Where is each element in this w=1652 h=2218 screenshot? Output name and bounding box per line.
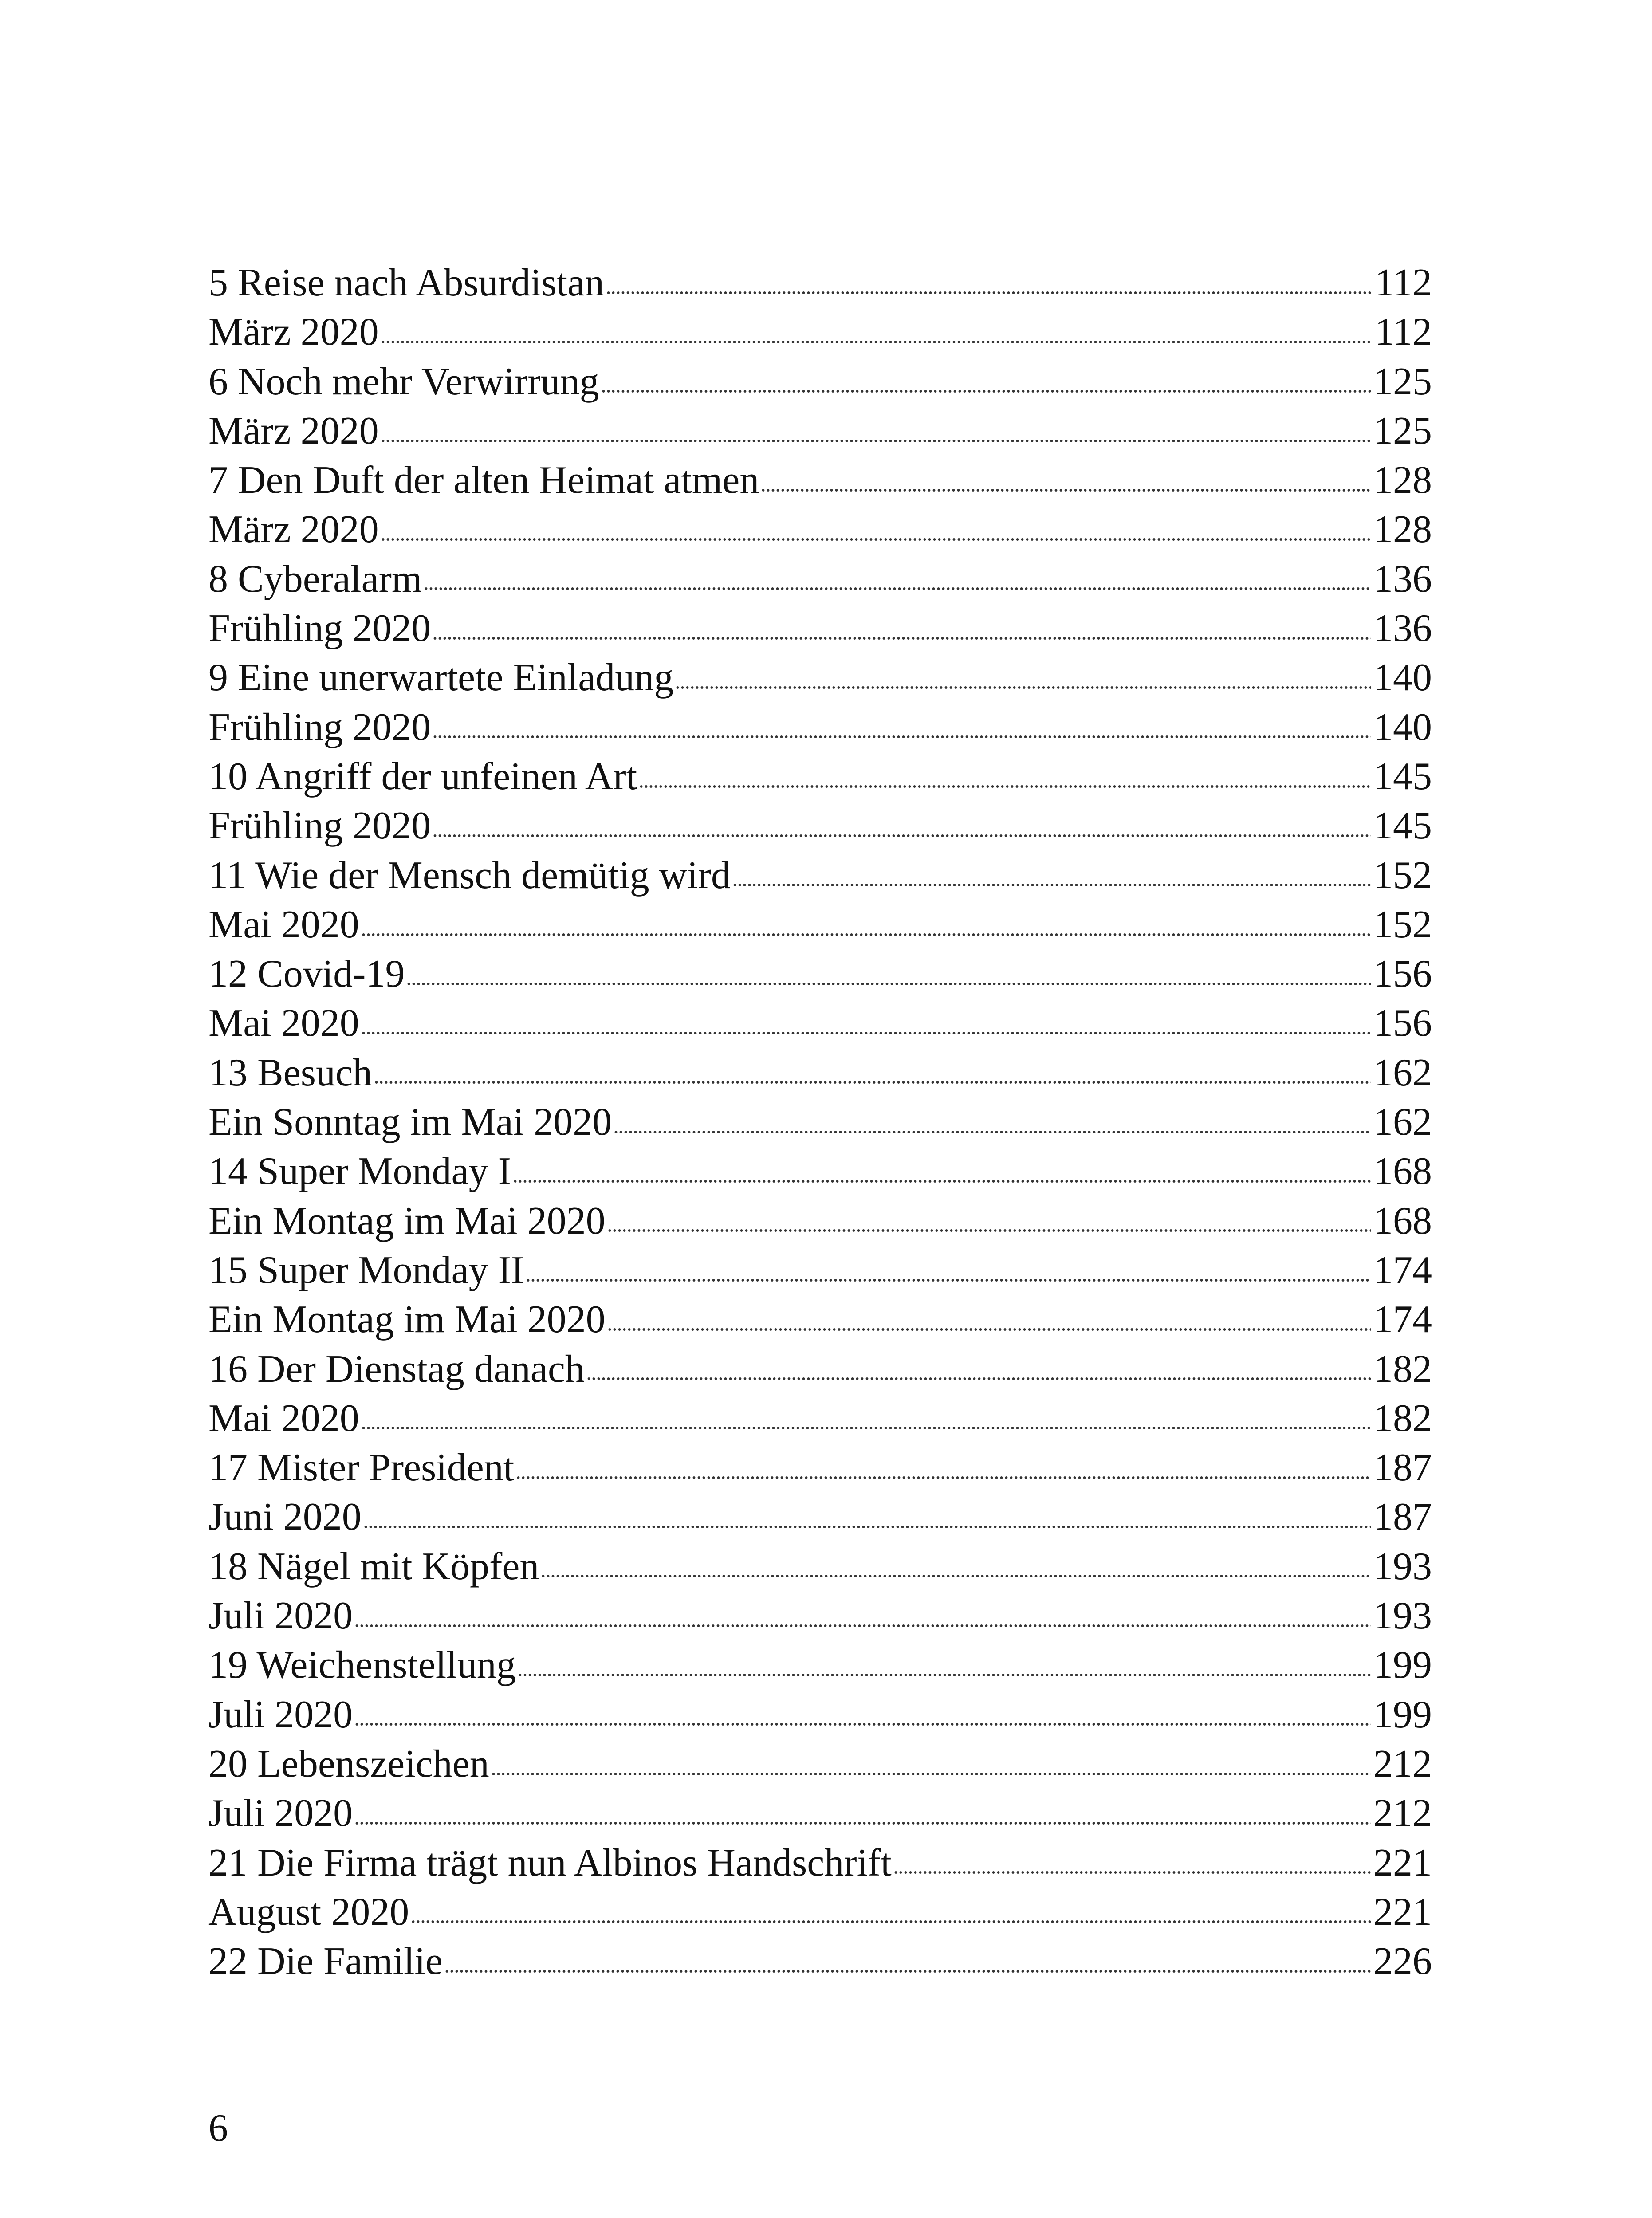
- toc-entry: [208, 554, 1432, 604]
- toc-entry: [208, 1492, 1432, 1542]
- toc-entry: [208, 801, 1432, 850]
- toc-entry: [208, 604, 1432, 653]
- toc-entry-page: 112: [1375, 311, 1432, 354]
- toc-entry: [208, 1345, 1432, 1394]
- toc-entry-page: 226: [1373, 1940, 1432, 1983]
- toc-entry-title: Ein Montag im Mai 2020: [208, 1199, 606, 1243]
- toc-entry: [208, 258, 1432, 307]
- toc-entry-page: 212: [1373, 1742, 1432, 1785]
- toc-entry-title: Ein Sonntag im Mai 2020: [208, 1101, 612, 1144]
- toc-entry-page: 221: [1373, 1890, 1432, 1934]
- toc-entry-page: 174: [1373, 1298, 1432, 1341]
- toc-entry: [208, 999, 1432, 1048]
- toc-entry: [208, 1888, 1432, 1937]
- dot-leader: [444, 1969, 1371, 1974]
- toc-entry-page: 152: [1373, 903, 1432, 946]
- toc-entry-page: 199: [1373, 1693, 1432, 1736]
- toc-entry-title: Juli 2020: [208, 1594, 353, 1638]
- toc-entry-page: 199: [1373, 1644, 1432, 1687]
- dot-leader: [361, 932, 1371, 937]
- toc-entry-title: 12 Covid-19: [208, 952, 405, 996]
- dot-leader: [406, 982, 1371, 986]
- toc-entry: [208, 703, 1432, 752]
- dot-leader: [893, 1870, 1371, 1875]
- toc-entry-title: 10 Angriff der unfeinen Art: [208, 755, 637, 798]
- toc-entry: [208, 1739, 1432, 1789]
- toc-entry: [208, 851, 1432, 900]
- dot-leader: [639, 784, 1371, 789]
- dot-leader: [491, 1772, 1371, 1776]
- dot-leader: [607, 1228, 1371, 1233]
- toc-entry-title: Juli 2020: [208, 1792, 353, 1835]
- dot-leader: [513, 1179, 1371, 1184]
- toc-entry: [208, 307, 1432, 357]
- toc-entry-page: 193: [1373, 1545, 1432, 1588]
- toc-entry: [208, 1591, 1432, 1640]
- toc-entry-title: 16 Der Dienstag danach: [208, 1347, 585, 1391]
- toc-entry-title: August 2020: [208, 1890, 409, 1934]
- toc-entry-title: März 2020: [208, 311, 379, 354]
- dot-leader: [606, 291, 1372, 295]
- toc-entry: [208, 1246, 1432, 1295]
- dot-leader: [361, 1031, 1371, 1035]
- toc-entry-page: 128: [1373, 508, 1432, 551]
- toc-entry-page: 182: [1373, 1347, 1432, 1391]
- toc-entry-title: 19 Weichenstellung: [208, 1644, 516, 1687]
- toc-entry: [208, 1394, 1432, 1443]
- toc-entry-title: 20 Lebenszeichen: [208, 1742, 489, 1785]
- toc-entry: [208, 949, 1432, 999]
- toc-entry-title: 6 Noch mehr Verwirrung: [208, 360, 599, 403]
- toc-entry-title: 15 Super Monday II: [208, 1248, 524, 1292]
- page-number: 6: [208, 2107, 228, 2150]
- toc-entry-page: 212: [1373, 1792, 1432, 1835]
- toc-entry-title: Mai 2020: [208, 903, 359, 946]
- toc-entry-page: 140: [1373, 656, 1432, 700]
- dot-leader: [381, 537, 1371, 542]
- dot-leader: [516, 1475, 1371, 1480]
- dot-leader: [675, 685, 1371, 690]
- toc-entry-title: 5 Reise nach Absurdistan: [208, 261, 605, 304]
- toc-entry-title: 13 Besuch: [208, 1051, 373, 1094]
- toc-entry-title: Juli 2020: [208, 1693, 353, 1736]
- dot-leader: [761, 488, 1371, 492]
- toc-entry-page: 187: [1373, 1495, 1432, 1539]
- toc-entry-page: 140: [1373, 705, 1432, 749]
- toc-entry-title: 14 Super Monday I: [208, 1150, 511, 1193]
- dot-leader: [607, 1327, 1371, 1332]
- toc-entry-page: 162: [1373, 1051, 1432, 1094]
- toc-entry-page: 193: [1373, 1594, 1432, 1638]
- dot-leader: [361, 1426, 1371, 1430]
- toc-entry-page: 152: [1373, 853, 1432, 897]
- dot-leader: [541, 1574, 1371, 1578]
- toc-entry: [208, 752, 1432, 801]
- toc-entry-title: 21 Die Firma trägt nun Albinos Handschrift: [208, 1841, 892, 1884]
- toc-entry: [208, 900, 1432, 949]
- toc-entry-title: 22 Die Familie: [208, 1940, 443, 1983]
- toc-entry-page: 136: [1373, 557, 1432, 601]
- toc-entry-title: 8 Cyberalarm: [208, 557, 422, 601]
- toc-entry-page: 168: [1373, 1150, 1432, 1193]
- dot-leader: [424, 586, 1371, 591]
- dot-leader: [381, 340, 1373, 344]
- toc-entry-title: Frühling 2020: [208, 804, 431, 848]
- toc-entry-page: 187: [1373, 1446, 1432, 1490]
- toc-entry: [208, 653, 1432, 702]
- toc-entry-page: 168: [1373, 1199, 1432, 1243]
- toc-entry-page: 125: [1373, 360, 1432, 403]
- toc-entry: [208, 1542, 1432, 1591]
- toc-entry-title: 18 Nägel mit Köpfen: [208, 1545, 539, 1588]
- dot-leader: [354, 1821, 1371, 1825]
- toc-entry-title: Frühling 2020: [208, 705, 431, 749]
- dot-leader: [526, 1278, 1371, 1282]
- dot-leader: [586, 1376, 1371, 1381]
- toc-entry-page: 182: [1373, 1396, 1432, 1440]
- dot-leader: [433, 735, 1371, 739]
- toc-entry: [208, 1937, 1432, 1986]
- table-of-contents: [208, 258, 1432, 1986]
- toc-entry-title: Juni 2020: [208, 1495, 362, 1539]
- dot-leader: [518, 1673, 1371, 1677]
- toc-entry-title: 9 Eine unerwartete Einladung: [208, 656, 674, 700]
- dot-leader: [354, 1624, 1371, 1628]
- dot-leader: [614, 1130, 1371, 1134]
- dot-leader: [381, 439, 1371, 443]
- toc-entry-page: 136: [1373, 607, 1432, 650]
- toc-entry: [208, 1789, 1432, 1838]
- dot-leader: [354, 1722, 1371, 1726]
- dot-leader: [411, 1919, 1371, 1924]
- toc-entry-page: 162: [1373, 1101, 1432, 1144]
- dot-leader: [433, 636, 1371, 641]
- toc-entry-page: 125: [1373, 409, 1432, 452]
- toc-entry-title: März 2020: [208, 409, 379, 452]
- toc-entry: [208, 1048, 1432, 1097]
- toc-entry: [208, 1443, 1432, 1492]
- toc-entry: [208, 1295, 1432, 1344]
- toc-entry-title: 17 Mister President: [208, 1446, 515, 1490]
- dot-leader: [601, 389, 1371, 393]
- toc-entry-page: 174: [1373, 1248, 1432, 1292]
- toc-entry-title: März 2020: [208, 508, 379, 551]
- toc-entry: [208, 1097, 1432, 1147]
- dot-leader: [433, 834, 1371, 838]
- toc-entry: [208, 1640, 1432, 1690]
- toc-entry: [208, 505, 1432, 554]
- toc-entry-page: 156: [1373, 952, 1432, 996]
- toc-entry: [208, 357, 1432, 406]
- dot-leader: [374, 1080, 1371, 1085]
- dot-leader: [363, 1525, 1371, 1529]
- toc-entry: [208, 1690, 1432, 1739]
- toc-entry: [208, 456, 1432, 505]
- toc-entry-title: Mai 2020: [208, 1396, 359, 1440]
- toc-entry-title: 11 Wie der Mensch demütig wird: [208, 853, 731, 897]
- toc-entry-page: 156: [1373, 1002, 1432, 1045]
- toc-entry-title: Mai 2020: [208, 1002, 359, 1045]
- toc-entry-page: 128: [1373, 459, 1432, 502]
- toc-entry-title: Frühling 2020: [208, 607, 431, 650]
- toc-entry: [208, 406, 1432, 456]
- dot-leader: [732, 883, 1371, 887]
- toc-entry-page: 145: [1373, 755, 1432, 798]
- toc-entry: [208, 1838, 1432, 1888]
- toc-entry: [208, 1196, 1432, 1246]
- toc-entry-title: 7 Den Duft der alten Heimat atmen: [208, 459, 759, 502]
- toc-entry-page: 145: [1373, 804, 1432, 848]
- toc-entry: [208, 1147, 1432, 1196]
- toc-entry-title: Ein Montag im Mai 2020: [208, 1298, 606, 1341]
- toc-entry-page: 112: [1375, 261, 1432, 304]
- toc-entry-page: 221: [1373, 1841, 1432, 1884]
